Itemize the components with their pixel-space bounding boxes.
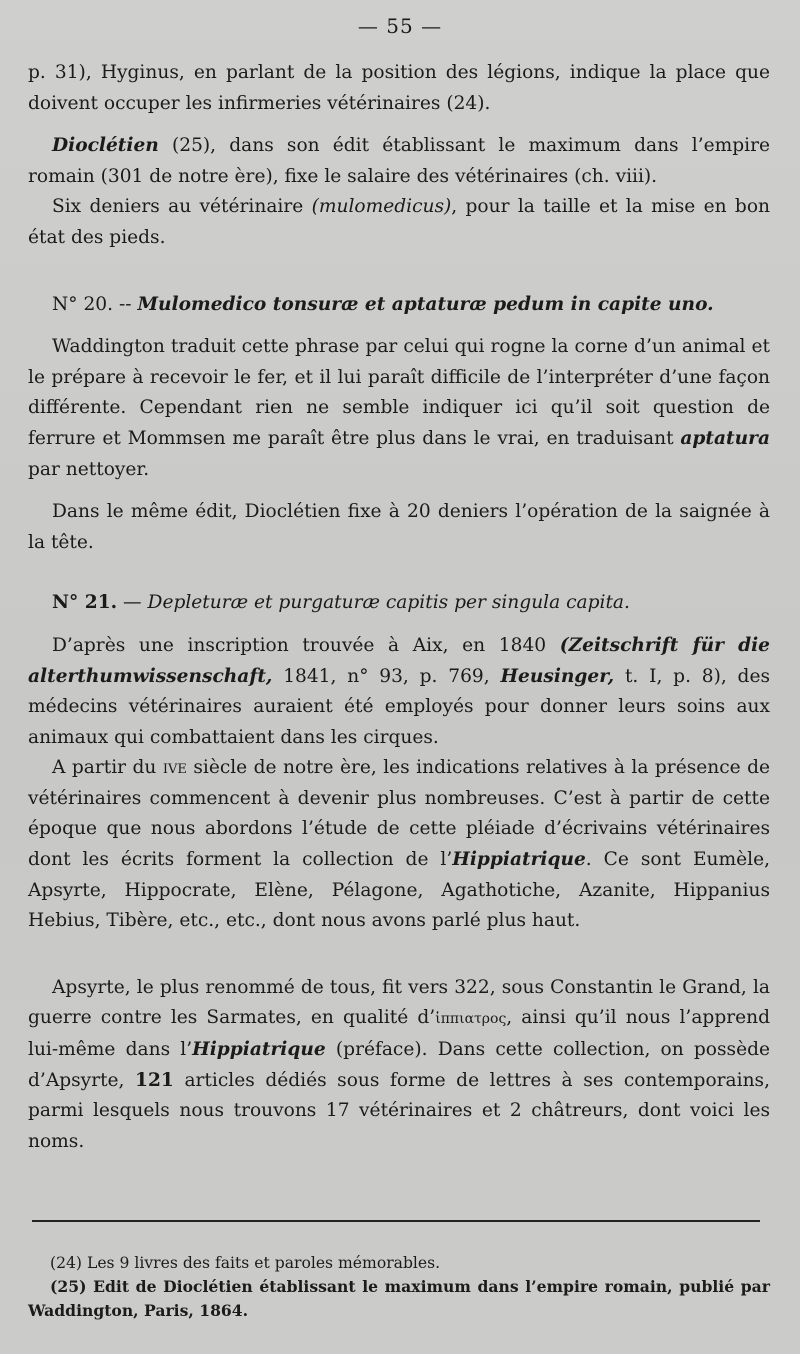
aix-citation: 1841, n° 93, p. 769,	[272, 665, 501, 687]
footnote-24: (24) Les 9 livres des faits et paroles mémorables.	[50, 1254, 441, 1272]
heading-20-number: N° 20.	[52, 293, 114, 315]
paragraph-saignee: Dans le même édit, Dioclétien fixe à 20 deniers l’opération de la saignée à la tête.	[28, 501, 770, 553]
aptatura-term: aptatura	[680, 427, 770, 449]
page-number: — 55 —	[357, 14, 443, 38]
aix-text: D’après une inscription trouvée à Aix, en 1840	[52, 634, 560, 656]
apsyrte-end: articles dédiés sous forme de lettres à ses contemporains, parmi lesquels nous trouvons 17 vétérinaires et 2 châtreurs, dont voici les noms.	[28, 1069, 770, 1152]
six-deniers-text: Six deniers au vétérinaire	[52, 196, 312, 218]
heading-21-number: N° 21.	[52, 592, 118, 614]
footnote-divider	[32, 1220, 760, 1222]
apsyrte-middle: , ainsi qu’il nous l’apprend lui-même dans l’	[28, 1007, 770, 1061]
century-numeral: ive	[162, 757, 187, 779]
main-text	[28, 58, 770, 1157]
aix-end: t. I, p. 8), des médecins vétérinaires auraient été employés pour donner leurs soins aux animaux qui combattaient dans les cirques.	[28, 665, 770, 748]
heading-21-title: Depleturæ et purgaturæ capitis per singula capita.	[147, 592, 630, 614]
paragraph-hyginus: p. 31), Hyginus, en parlant de la position des légions, indique la place que doivent occuper les infirmeries vétérinaires (24).	[28, 62, 770, 114]
heusinger-name: Heusinger,	[500, 665, 615, 687]
heading-no-21	[28, 588, 770, 619]
ive-text: A partir du	[52, 757, 163, 779]
heading-21-separator: —	[117, 592, 148, 614]
hippiatrique-title-2: Hippiatrique	[192, 1039, 326, 1061]
paragraph-diocletien-edit	[28, 131, 770, 192]
apsyrte-text: Apsyrte, le plus renommé de tous, fit vers 322, sous Constantin le Grand, la guerre contre les Sarmates, en qualité d’	[28, 976, 770, 1029]
mulomedicus-term: (mulomedicus)	[311, 196, 452, 218]
paragraph-ive-siecle	[28, 753, 770, 937]
paragraph-six-deniers	[28, 192, 770, 253]
ive-end: . Ce sont Eumèle, Apsyrte, Hippocrate, Elène, Pélagone, Agathotiche, Azanite, Hippanius Hebius, Tibère, etc., etc., dont nous avons parlé plus haut.	[28, 849, 770, 932]
diocletien-name: Dioclétien	[52, 135, 159, 157]
apsyrte-collection: (préface). Dans cette collection, on possède d’Apsyrte,	[28, 1039, 770, 1091]
waddington-end: par nettoyer.	[28, 458, 150, 480]
footnote-25: (25) Edit de Dioclétien établissant le maximum dans l’empire romain, publié par Waddington, Paris, 1864.	[28, 1277, 770, 1320]
paragraph-diocletien-text: (25), dans son édit établissant le maximum dans l’empire romain (301 de notre ère), fixe le salaire des vétérinaires (ch. viii).	[28, 135, 770, 187]
heading-20-title: Mulomedico tonsuræ et aptaturæ pedum in capite uno.	[137, 293, 714, 315]
six-deniers-end: , pour la taille et la mise en bon état des pieds.	[28, 196, 770, 248]
hippiatrique-title: Hippiatrique	[452, 849, 586, 871]
footnotes	[28, 1251, 770, 1323]
heading-20-separator: --	[113, 293, 138, 315]
paragraph-inscription-aix	[28, 631, 770, 753]
zeitschrift-title: (Zeitschrift für die alterthumwissenschaft,	[28, 634, 770, 687]
paragraph-waddington	[28, 332, 770, 485]
articles-count: 121	[135, 1069, 174, 1091]
waddington-text: Waddington traduit cette phrase par celui qui rogne la corne d’un animal et le prépare à recevoir le fer, et il lui paraît difficile de l’interpréter d’une façon différente. Cependant rien ne semble indiquer ici qu’il soit question de ferrure et Mommsen me paraît être plus dans le vrai, en traduisant	[28, 336, 770, 449]
heading-no-20	[28, 290, 770, 321]
greek-word: ἱππιατρος	[435, 1011, 507, 1028]
paragraph-apsyrte	[28, 973, 770, 1158]
ive-middle: siècle de notre ère, les indications relatives à la présence de vétérinaires commencent à devenir plus nombreuses. C’est à partir de cette époque que nous abordons l’étude de cette pléiade d’écrivains vétérinaires dont les écrits forment la collection de l’	[28, 757, 770, 871]
